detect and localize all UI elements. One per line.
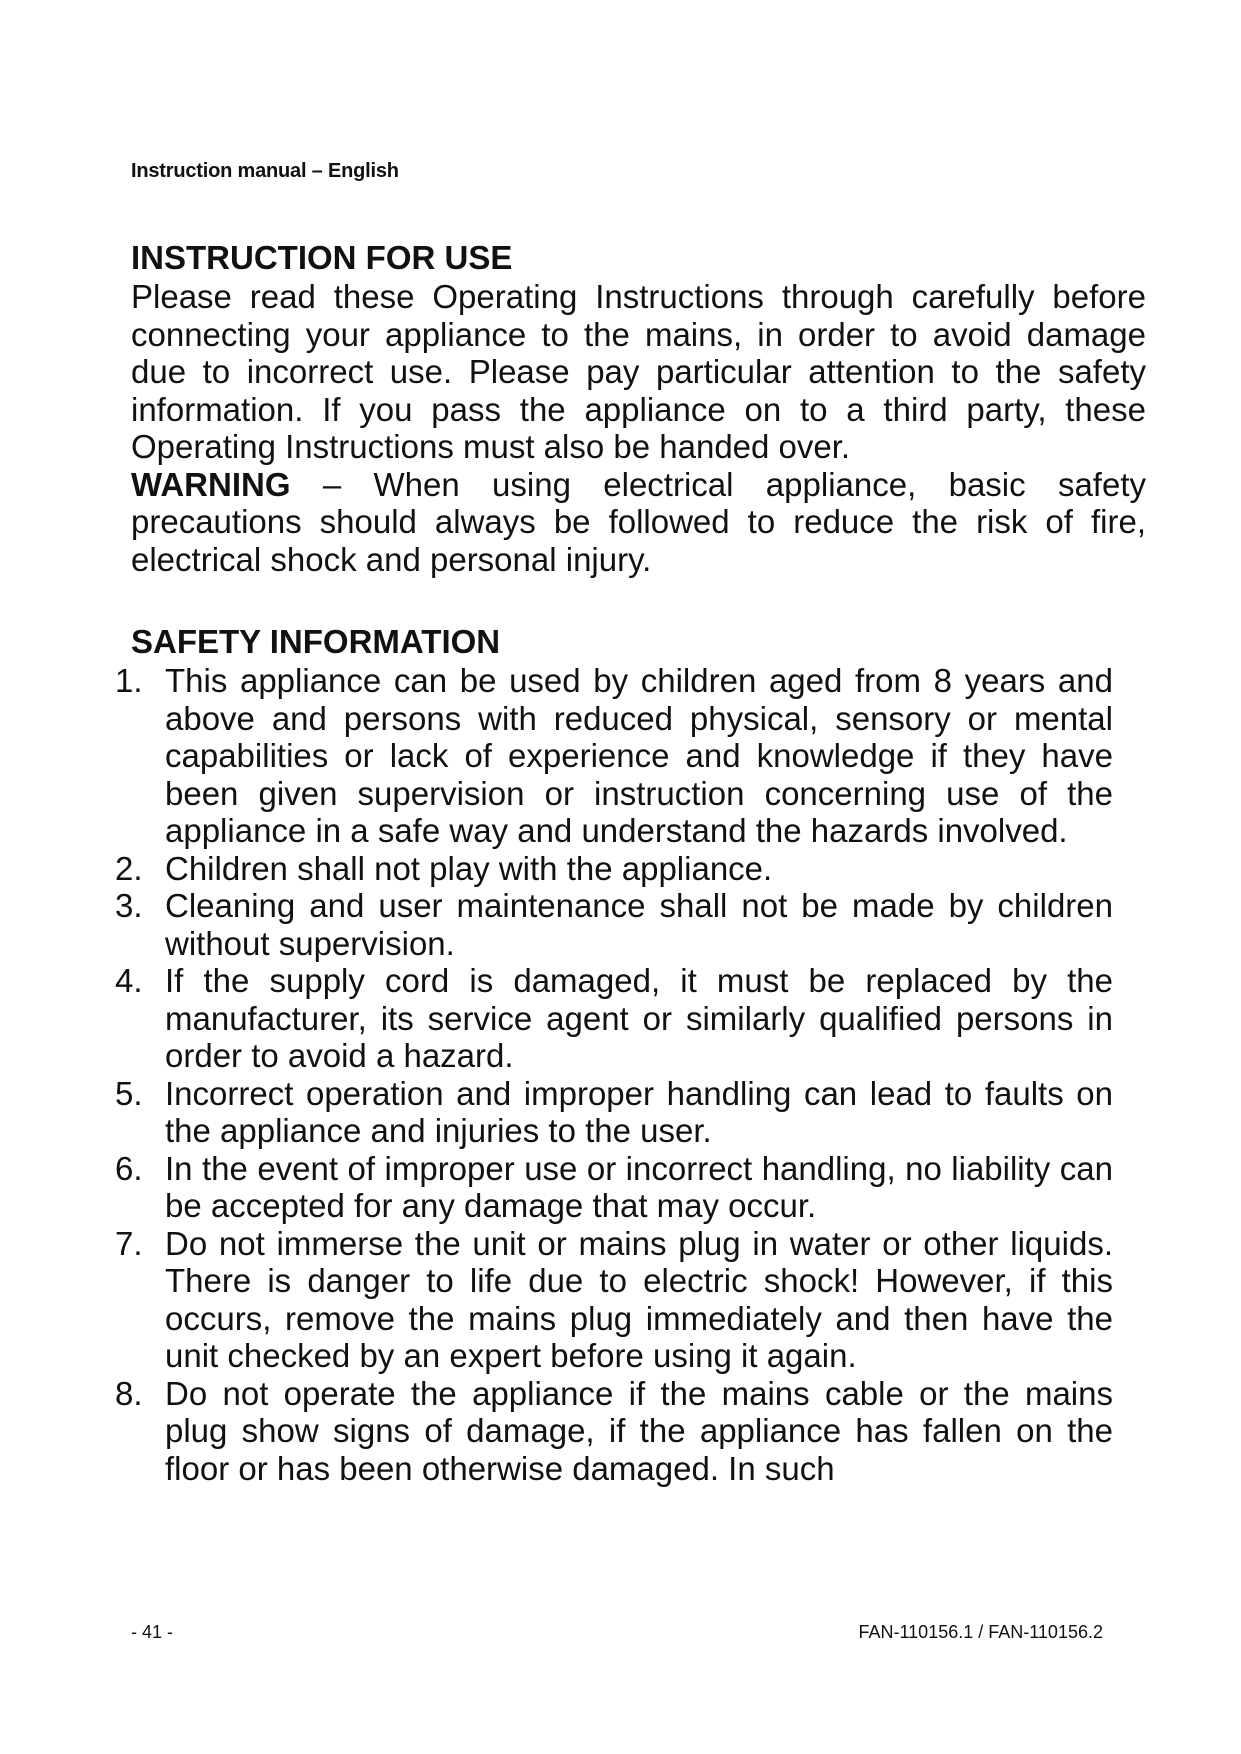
list-item-number: 4. bbox=[115, 962, 143, 999]
page-header: Instruction manual – English bbox=[131, 160, 399, 182]
list-item-text: If the supply cord is damaged, it must be replaced by the manufacturer, its service agent or similarly qualified persons in order to avoid a hazard. bbox=[165, 962, 1113, 1074]
list-item-text: Do not operate the appliance if the mains cable or the mains plug show signs of damage, if the appliance has fallen on the floor or has been otherwise damaged. In such bbox=[165, 1374, 1113, 1487]
list-item-text: Cleaning and user maintenance shall not be made by children without supervision. bbox=[165, 887, 1113, 962]
model-number: FAN-110156.1 / FAN-110156.2 bbox=[858, 1622, 1103, 1642]
section-spacer bbox=[131, 578, 1146, 622]
list-item-text: Do not immerse the unit or mains plug in water or other liquids. There is danger to life due to electric shock! However, if this occurs, remove the mains plug immediately and then have the unit checked by an expert before using it again. bbox=[165, 1224, 1113, 1374]
list-item-number: 2. bbox=[115, 849, 143, 887]
list-item-number: 7. bbox=[115, 1224, 143, 1262]
instruction-heading: INSTRUCTION FOR USE bbox=[131, 239, 513, 276]
warning-text: – When using electrical appliance, basic safety precautions should always be followed to reduce the risk of fire, electrical shock and personal injury. bbox=[131, 465, 1146, 578]
list-item bbox=[115, 1075, 1113, 1150]
list-item bbox=[115, 962, 1113, 1075]
warning-label: WARNING bbox=[131, 465, 291, 503]
page-number: - 41 - bbox=[131, 1622, 174, 1642]
list-item bbox=[115, 662, 1113, 850]
warning-paragraph bbox=[131, 466, 1146, 579]
list-item-number: 3. bbox=[115, 887, 143, 924]
list-item-text: In the event of improper use or incorrect handling, no liability can be accepted for any damage that may occur. bbox=[165, 1149, 1113, 1224]
list-item-number: 1. bbox=[115, 662, 143, 699]
list-item bbox=[115, 1225, 1113, 1375]
list-item bbox=[115, 887, 1113, 962]
list-item bbox=[115, 1375, 1113, 1488]
list-item bbox=[115, 1150, 1113, 1225]
list-item-number: 5. bbox=[115, 1074, 143, 1112]
safety-list bbox=[115, 662, 1113, 1487]
list-item-text: Incorrect operation and improper handling can lead to faults on the appliance and injuries to the user. bbox=[165, 1074, 1113, 1149]
list-item-text: Children shall not play with the appliance. bbox=[165, 849, 773, 887]
list-item-number: 8. bbox=[115, 1374, 143, 1412]
safety-heading: SAFETY INFORMATION bbox=[131, 623, 501, 660]
page-content bbox=[115, 238, 1146, 1487]
instruction-paragraph: Please read these Operating Instructions through carefully before connecting your appliance to the mains, in order to avoid damage due to incorrect use. Please pay particular attention to the safety information. If you pass the appliance on to a third party, these Operating Instructions must also be handed over. bbox=[131, 278, 1146, 465]
list-item-number: 6. bbox=[115, 1149, 143, 1187]
list-item-text: This appliance can be used by children aged from 8 years and above and persons with reduced physical, sensory or mental capabilities or lack of experience and knowledge if they have been given supervision or instruction concerning use of the appliance in a safe way and understand the hazards involved. bbox=[165, 662, 1113, 849]
list-item bbox=[115, 850, 1113, 888]
